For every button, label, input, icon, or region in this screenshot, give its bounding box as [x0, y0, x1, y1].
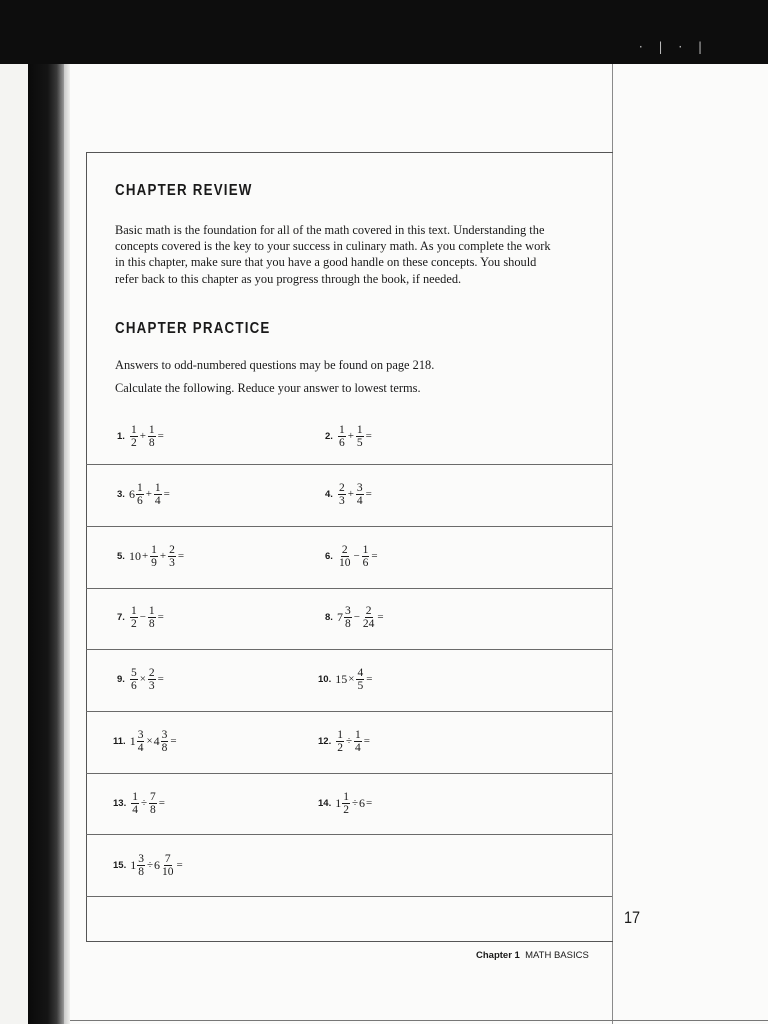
operator: ÷ — [146, 859, 154, 871]
operator: = — [365, 430, 372, 442]
problem-expression — [337, 482, 373, 507]
row-divider — [86, 834, 612, 835]
denominator: 4 — [356, 494, 363, 507]
operator: = — [176, 859, 183, 871]
operator: = — [366, 797, 373, 809]
denominator: 8 — [161, 741, 168, 754]
fraction — [362, 605, 376, 630]
numerator: 1 — [151, 543, 157, 556]
footer-chapter: Chapter 1 — [476, 950, 520, 961]
problem-number: 13. — [113, 797, 127, 809]
fraction — [137, 853, 145, 878]
denominator: 3 — [338, 494, 345, 507]
problem — [325, 536, 379, 576]
row-divider — [86, 773, 612, 774]
numerator: 2 — [169, 543, 175, 556]
problem-number: 6. — [325, 550, 333, 562]
operator: + — [139, 430, 146, 442]
operator: + — [347, 488, 354, 500]
problem — [117, 416, 165, 456]
practice-heading: CHAPTER PRACTICE — [115, 320, 271, 337]
denominator: 5 — [357, 679, 364, 692]
fraction — [148, 424, 156, 449]
problem-expression — [335, 791, 373, 816]
fraction — [356, 482, 364, 507]
problem-number: 9. — [117, 673, 125, 685]
denominator: 5 — [356, 436, 363, 449]
problem-expression — [335, 667, 373, 692]
denominator: 3 — [169, 556, 175, 569]
operator: = — [163, 488, 170, 500]
denominator: 8 — [150, 803, 156, 816]
fraction — [338, 482, 346, 507]
fraction — [362, 544, 370, 569]
problem — [117, 659, 165, 699]
denominator: 8 — [148, 617, 155, 630]
bottom-rule — [70, 1020, 768, 1021]
problem-number: 5. — [117, 550, 125, 562]
numerator: 1 — [343, 790, 349, 803]
row-divider — [86, 711, 612, 712]
numerator: 1 — [338, 423, 345, 436]
problem-number: 14. — [318, 797, 332, 809]
denominator: 24 — [362, 617, 375, 630]
operator: = — [366, 673, 373, 685]
denominator: 4 — [137, 741, 144, 754]
operator: = — [157, 673, 164, 685]
numerator: 3 — [137, 728, 144, 741]
problem-expression — [129, 544, 185, 569]
operator: × — [139, 673, 146, 685]
operator: = — [371, 550, 378, 562]
problem-expression — [129, 424, 165, 449]
problem-number: 8. — [325, 611, 333, 623]
problem-number: 12. — [318, 735, 332, 747]
operator: ÷ — [351, 797, 359, 809]
review-line: concepts covered is the key to your success in culinary math. As you complete the work — [115, 239, 551, 254]
problem-expression — [130, 791, 166, 816]
denominator: 8 — [344, 617, 351, 630]
operator: = — [177, 550, 185, 562]
problem — [318, 659, 373, 699]
denominator: 2 — [130, 617, 137, 630]
problem — [113, 845, 184, 885]
fraction — [344, 605, 352, 630]
operator: − — [139, 611, 146, 623]
denominator: 4 — [355, 741, 361, 754]
page-number: 17 — [624, 908, 641, 927]
operator: + — [347, 430, 354, 442]
review-heading: CHAPTER REVIEW — [115, 182, 253, 199]
problem-number: 15. — [113, 859, 127, 871]
row-divider — [86, 464, 612, 465]
problem-expression — [130, 853, 184, 878]
denominator: 6 — [130, 679, 137, 692]
operator: = — [365, 488, 372, 500]
problem-number: 11. — [113, 735, 126, 747]
problem-number: 2. — [325, 430, 333, 442]
operator: + — [159, 550, 167, 562]
problem-expression — [337, 544, 379, 569]
denominator: 6 — [136, 494, 143, 507]
operator: + — [145, 488, 152, 500]
problem — [318, 721, 371, 761]
problem-number: 1. — [117, 430, 125, 442]
denominator: 10 — [162, 865, 174, 878]
fraction — [338, 424, 346, 449]
numerator: 1 — [337, 728, 343, 741]
denominator: 8 — [148, 436, 155, 449]
denominator: 6 — [338, 436, 345, 449]
denominator: 2 — [130, 436, 137, 449]
numerator: 1 — [355, 728, 361, 741]
denominator: 2 — [343, 803, 349, 816]
problem — [117, 474, 171, 514]
whole-number: 1 — [130, 857, 137, 872]
numerator: 4 — [357, 666, 364, 679]
problem — [318, 783, 373, 823]
numerator: 2 — [341, 543, 348, 556]
whole-number: 15 — [335, 671, 348, 686]
operator: = — [170, 735, 177, 747]
fraction — [137, 729, 145, 754]
problem-number: 10. — [318, 673, 332, 685]
problem-number: 3. — [117, 488, 125, 500]
fraction — [356, 667, 364, 692]
fraction — [130, 605, 138, 630]
whole-number: 6 — [359, 795, 366, 810]
running-footer — [476, 950, 589, 961]
problem — [325, 597, 385, 637]
fraction — [148, 605, 156, 630]
review-line: refer back to this chapter as you progress through the book, if needed. — [115, 271, 462, 286]
numerator: 1 — [148, 604, 155, 617]
fraction — [356, 424, 364, 449]
fraction — [338, 544, 352, 569]
denominator: 4 — [154, 494, 161, 507]
operator: ÷ — [345, 735, 353, 747]
problem — [325, 474, 373, 514]
problem-number: 4. — [325, 488, 333, 500]
numerator: 1 — [356, 423, 363, 436]
instruction: Calculate the following. Reduce your answer to lowest terms. — [115, 381, 421, 395]
problem-expression — [337, 605, 385, 630]
numerator: 1 — [130, 604, 137, 617]
whole-number: 6 — [128, 486, 135, 501]
whole-number: 1 — [335, 795, 342, 810]
fraction — [154, 482, 162, 507]
answers-note: Answers to odd-numbered questions may be found on page 218. — [115, 358, 435, 372]
numerator: 7 — [150, 790, 156, 803]
numerator: 2 — [338, 481, 345, 494]
operator: − — [353, 550, 360, 562]
numerator: 5 — [130, 666, 137, 679]
problem — [113, 721, 178, 761]
denominator: 2 — [337, 741, 343, 754]
problem-expression — [129, 482, 171, 507]
scan-marks: · | · | — [638, 40, 708, 54]
numerator: 1 — [130, 423, 137, 436]
operator: = — [158, 797, 165, 809]
operator: − — [353, 611, 360, 623]
denominator: 8 — [138, 865, 144, 878]
problem-number: 7. — [117, 611, 125, 623]
numerator: 1 — [362, 543, 369, 556]
fraction — [336, 729, 344, 754]
fraction — [342, 791, 350, 816]
operator: ÷ — [140, 797, 148, 809]
numerator: 2 — [148, 666, 155, 679]
row-divider — [86, 896, 612, 897]
whole-number: 6 — [154, 857, 161, 872]
fraction — [130, 424, 138, 449]
problem-expression — [335, 729, 371, 754]
fraction — [168, 544, 176, 569]
operator: × — [348, 673, 355, 685]
numerator: 1 — [148, 423, 155, 436]
denominator: 10 — [338, 556, 351, 569]
denominator: 6 — [362, 556, 369, 569]
numerator: 7 — [164, 852, 171, 865]
denominator: 9 — [151, 556, 157, 569]
numerator: 1 — [154, 481, 161, 494]
problem-expression — [130, 729, 178, 754]
operator: = — [363, 735, 370, 747]
numerator: 3 — [344, 604, 351, 617]
fraction — [161, 729, 169, 754]
problem-expression — [129, 605, 165, 630]
fraction — [354, 729, 362, 754]
problem — [113, 783, 166, 823]
whole-number: 1 — [129, 733, 136, 748]
fraction — [148, 667, 156, 692]
review-line: Basic math is the foundation for all of the math covered in this text. Understanding the — [115, 223, 545, 237]
problem — [117, 536, 185, 576]
numerator: 2 — [365, 604, 372, 617]
operator: = — [157, 430, 164, 442]
fraction — [136, 482, 144, 507]
numerator: 3 — [356, 481, 363, 494]
problem — [325, 416, 373, 456]
fraction — [130, 667, 138, 692]
book-binding — [28, 64, 64, 1024]
whole-number: 4 — [153, 733, 160, 748]
operator: + — [141, 550, 149, 562]
whole-number: 10 — [128, 548, 141, 563]
denominator: 3 — [148, 679, 155, 692]
fraction — [161, 853, 175, 878]
row-divider — [86, 588, 612, 589]
operator: = — [377, 611, 384, 623]
denominator: 4 — [132, 803, 138, 816]
problem — [117, 597, 165, 637]
row-divider — [86, 526, 612, 527]
fraction — [149, 791, 157, 816]
problem-expression — [337, 424, 373, 449]
numerator: 3 — [161, 728, 168, 741]
fraction — [150, 544, 158, 569]
operator: × — [146, 735, 153, 747]
row-divider — [86, 649, 612, 650]
review-line: in this chapter, make sure that you have a good handle on these concepts. You should — [115, 255, 537, 270]
fraction — [131, 791, 139, 816]
review-paragraph — [115, 222, 585, 287]
whole-number: 7 — [336, 609, 343, 624]
footer-title: MATH BASICS — [525, 950, 589, 961]
numerator: 1 — [136, 481, 143, 494]
scan-top-bar — [0, 0, 768, 64]
problem-expression — [129, 667, 165, 692]
numerator: 1 — [132, 790, 138, 803]
numerator: 3 — [138, 852, 144, 865]
operator: = — [157, 611, 164, 623]
